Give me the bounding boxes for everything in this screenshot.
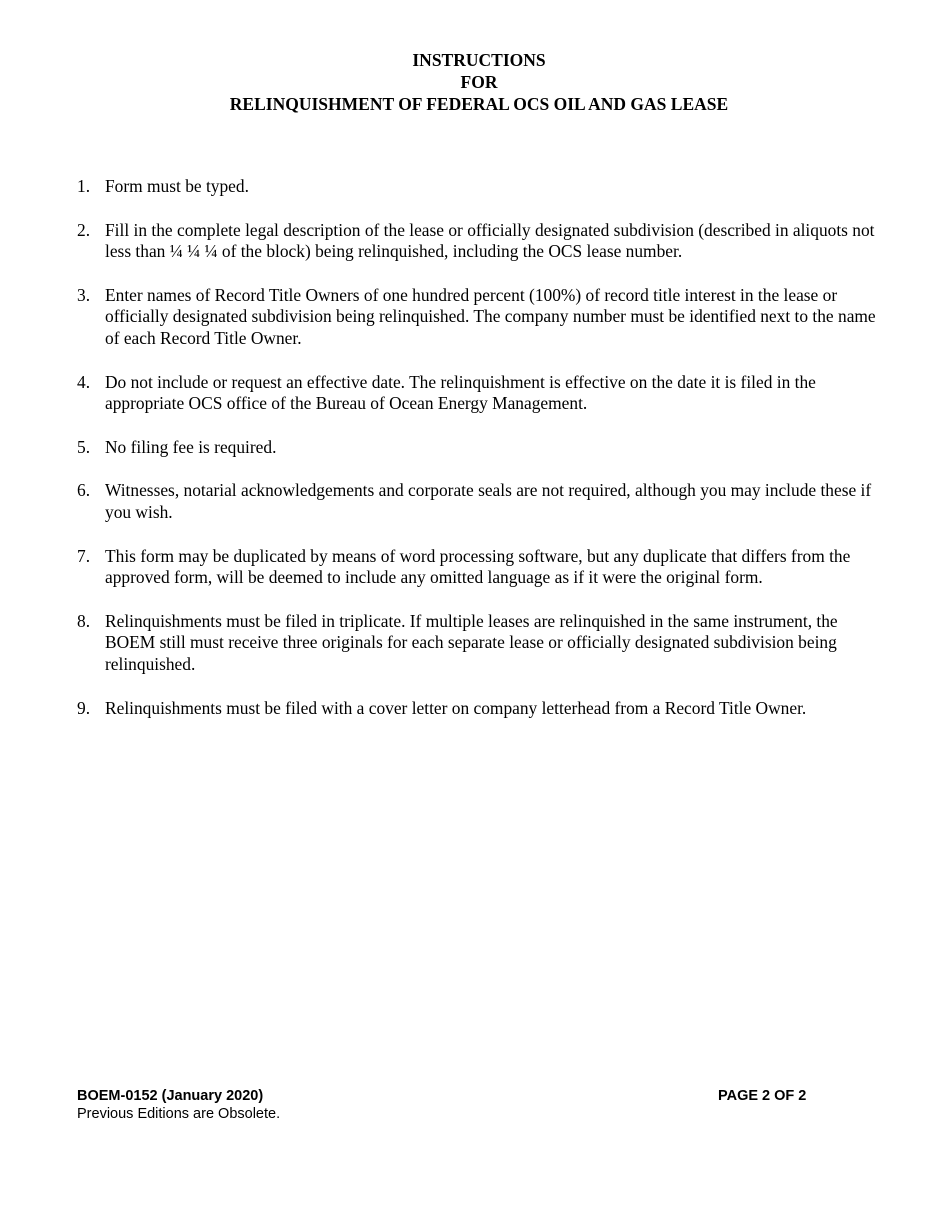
instruction-number: 1. bbox=[77, 176, 91, 196]
instruction-item-2 bbox=[77, 220, 882, 263]
instruction-item-4 bbox=[77, 372, 882, 415]
instruction-number: 6. bbox=[77, 480, 91, 501]
instruction-item-5 bbox=[77, 437, 882, 459]
instruction-item-6 bbox=[77, 480, 882, 523]
instruction-item-1 bbox=[77, 176, 882, 198]
instruction-text: Relinquishments must be filed with a cover letter on company letterhead from a Record Title Owner. bbox=[105, 697, 807, 718]
instruction-item-8 bbox=[77, 611, 882, 676]
title-line-for: FOR bbox=[460, 72, 498, 92]
instructions-list bbox=[77, 176, 882, 741]
instruction-number: 8. bbox=[77, 610, 91, 631]
instruction-text: Relinquishments must be filed in triplicate. If multiple leases are relinquished in the same instrument, the BOEM still must receive three originals for each separate lease or officially designated subdivision being relinquished. bbox=[105, 610, 838, 674]
instruction-text: Do not include or request an effective date. The relinquishment is effective on the date it is filed in the appropriate OCS office of the Bureau of Ocean Energy Management. bbox=[105, 371, 816, 414]
instruction-number: 5. bbox=[77, 436, 91, 457]
instruction-text: This form may be duplicated by means of word processing software, but any duplicate that differs from the approved form, will be deemed to include any omitted language as if it were the original form. bbox=[105, 545, 851, 588]
instruction-item-9 bbox=[77, 698, 882, 720]
instruction-number: 9. bbox=[77, 697, 91, 718]
footer-form-info bbox=[77, 1087, 280, 1123]
instruction-item-3 bbox=[77, 285, 882, 350]
document-title bbox=[0, 49, 950, 115]
instruction-number: 4. bbox=[77, 371, 91, 392]
instruction-item-7 bbox=[77, 546, 882, 589]
obsolete-note: Previous Editions are Obsolete. bbox=[77, 1106, 281, 1122]
title-line-instructions: INSTRUCTIONS bbox=[412, 50, 546, 70]
form-id: BOEM-0152 (January 2020) bbox=[77, 1088, 264, 1104]
instruction-text: Witnesses, notarial acknowledgements and corporate seals are not required, although you may include these if you wish. bbox=[105, 480, 872, 522]
page-number: PAGE 2 OF 2 bbox=[718, 1088, 807, 1104]
title-line-subject: RELINQUISHMENT OF FEDERAL OCS OIL AND GAS LEASE bbox=[229, 94, 729, 114]
instruction-number: 7. bbox=[77, 545, 91, 566]
instruction-text: Enter names of Record Title Owners of one hundred percent (100%) of record title interest in the lease or officially designated subdivision being relinquished. The company number must be identified next to the name of each Record Title Owner. bbox=[105, 284, 876, 348]
instruction-text: Fill in the complete legal description of the lease or officially designated subdivision (described in aliquots not less than ¼ ¼ ¼ of the block) being relinquished, including the OCS lease number. bbox=[105, 219, 875, 262]
instruction-text: No filing fee is required. bbox=[105, 436, 277, 457]
instruction-number: 3. bbox=[77, 284, 91, 305]
instruction-number: 2. bbox=[77, 219, 91, 240]
instruction-text: Form must be typed. bbox=[105, 176, 249, 196]
